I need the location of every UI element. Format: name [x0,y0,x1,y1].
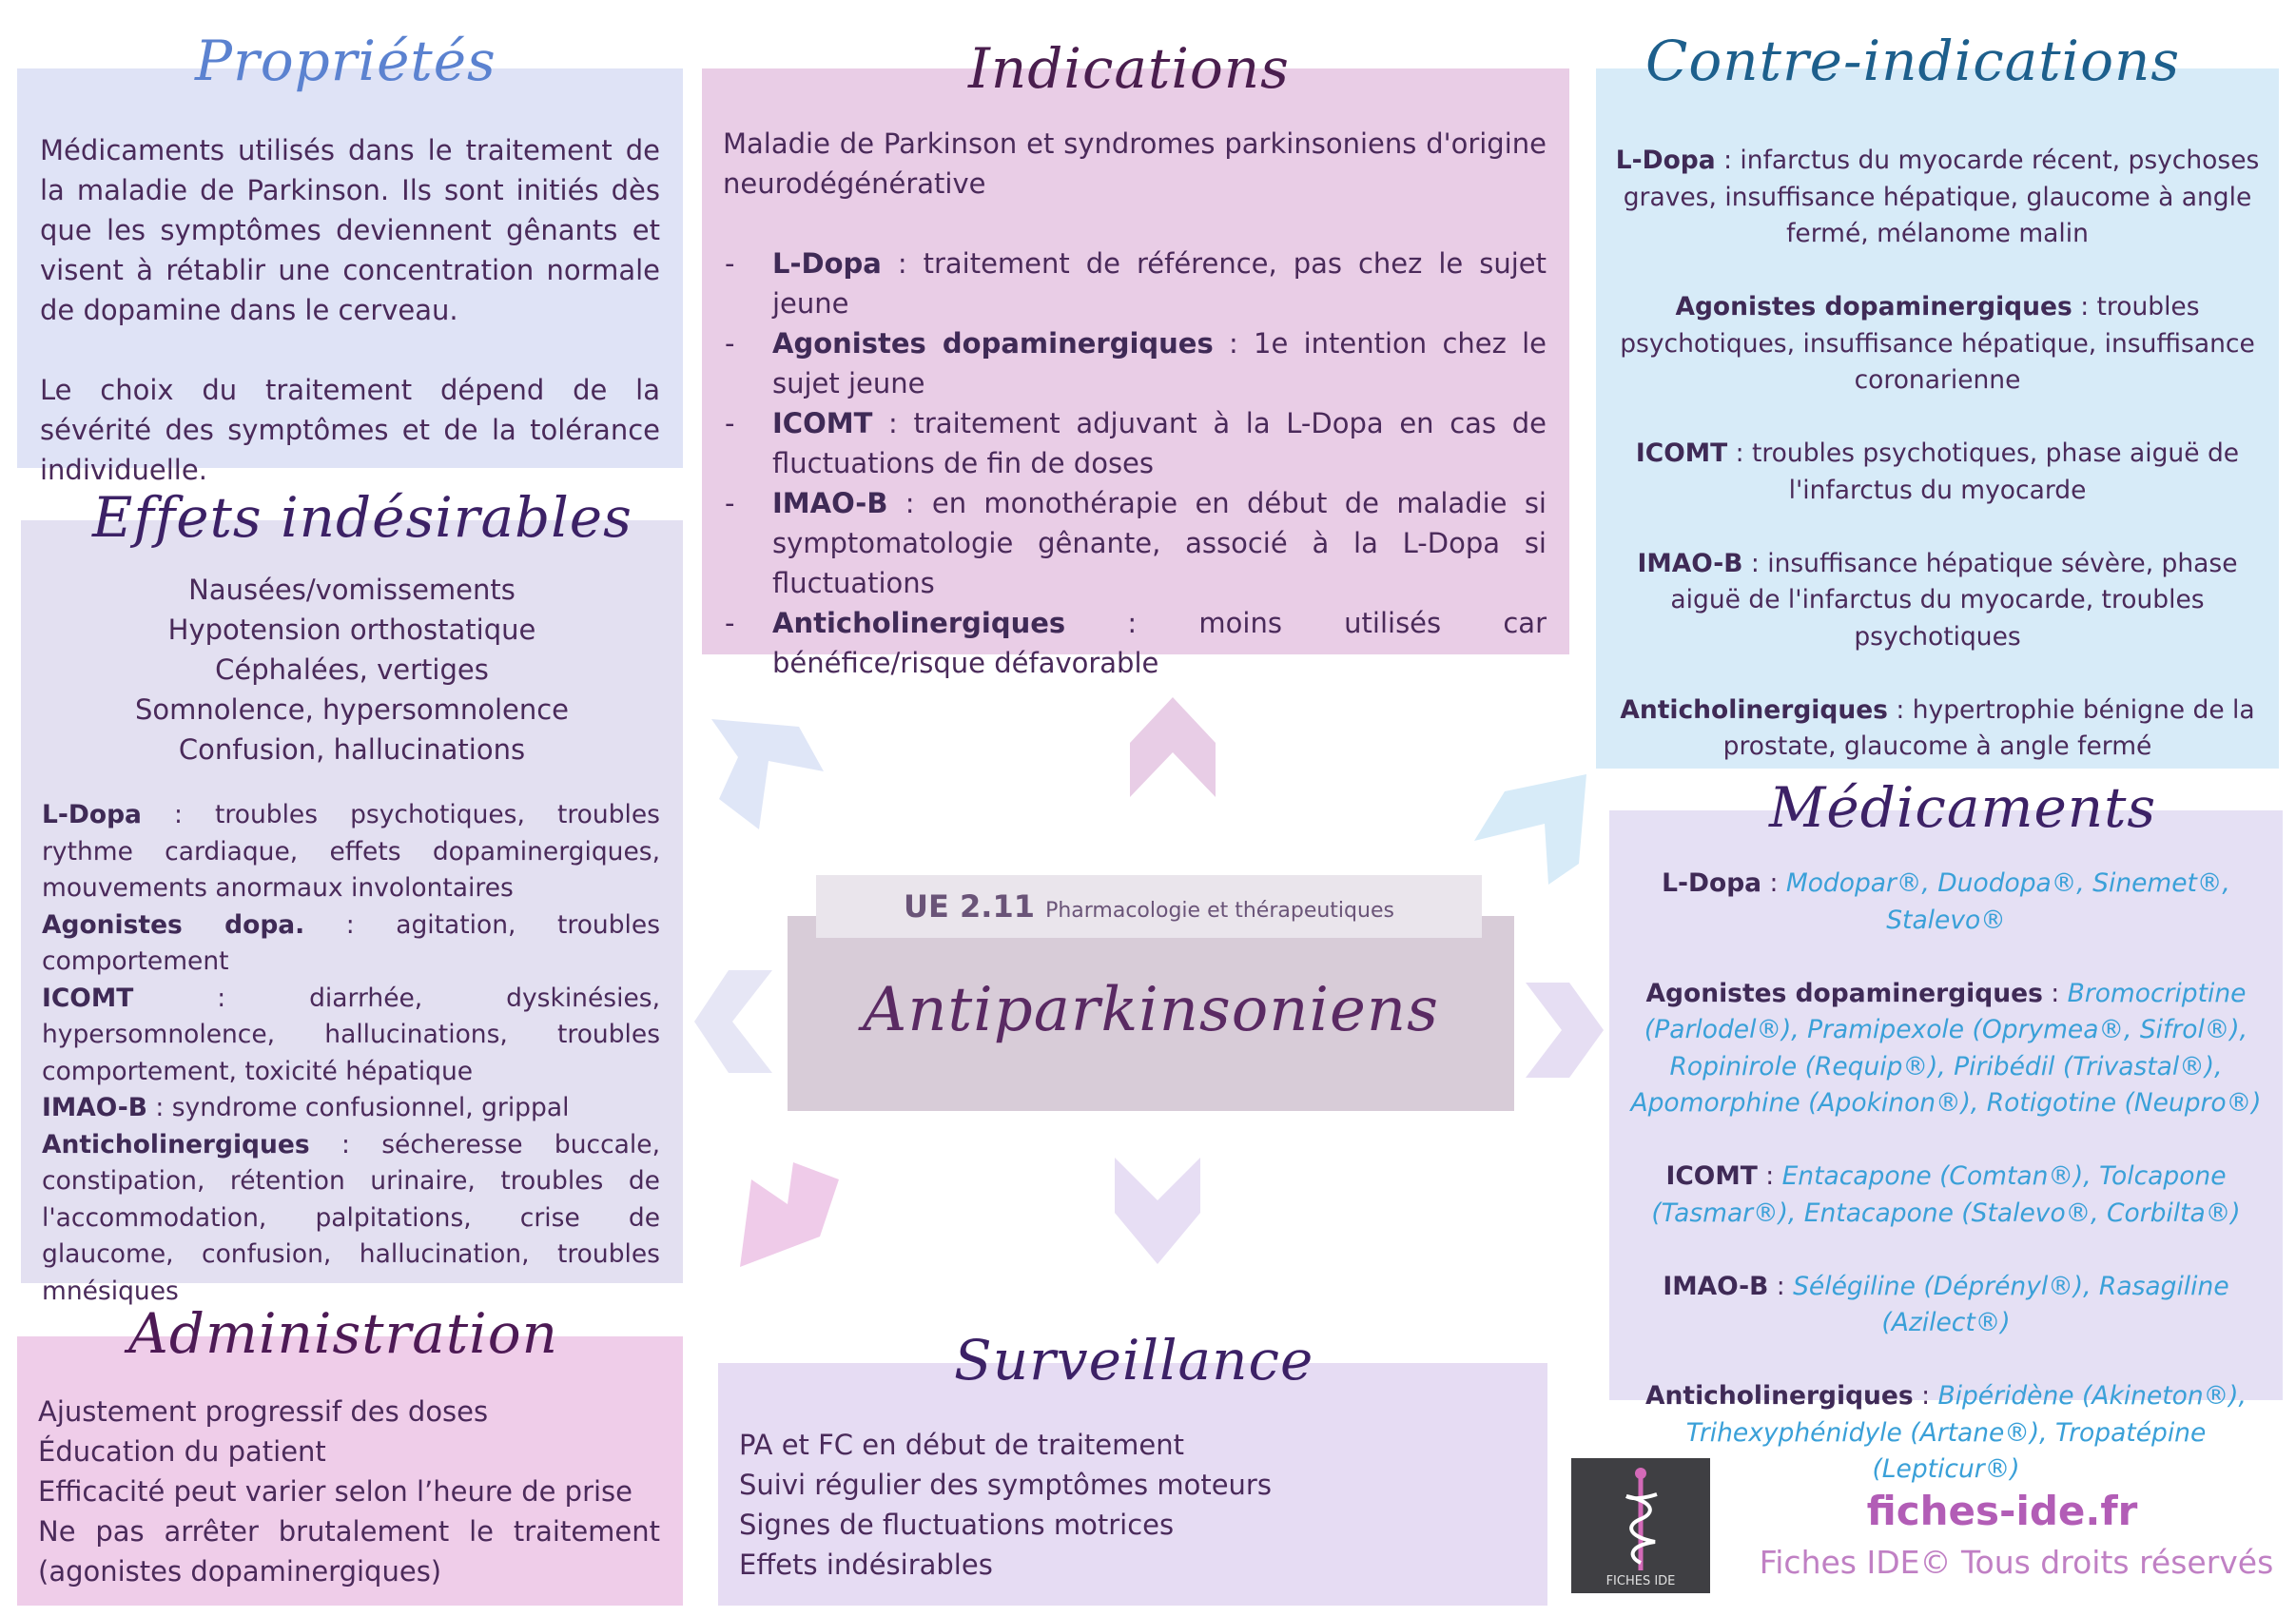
site-name[interactable]: fiches-ide.fr [1866,1488,2138,1534]
drug-class-label: Agonistes dopaminergiques [1645,978,2043,1008]
separator: : [1913,1381,1938,1411]
drug-class-label: ICOMT [42,983,134,1013]
drug-class-label: IMAO-B [1637,548,1743,578]
surveillance-item: Signes de fluctuations motrices [739,1509,1175,1541]
contre-item [1607,436,2267,509]
indication-item [723,403,1547,483]
effet-item [42,1090,660,1127]
effet-item [42,797,660,907]
drug-class-label: L-Dopa [42,800,142,829]
arrow-right-icon [1526,983,1604,1078]
effet-general-item: Confusion, hallucinations [178,733,526,766]
proprietes-p2: Le choix du traitement dépend de la sévérité des symptômes et de la tolérance individuelle. [40,374,660,486]
drug-text: : infarctus du myocarde récent, psychoses graves, insuffisance hépatique, glaucome à angle fermé, mélanome malin [1623,146,2260,248]
drug-names: Modopar®, Duodopa®, Sinemet®, Stalevo® [1785,868,2230,935]
arrow-upright-icon [1474,774,1586,885]
spacer [1621,1232,2271,1269]
surveillance-title: Surveillance [954,1328,1314,1393]
drug-text: : agitation, troubles comportement [42,909,660,976]
effet-general-item: Hypotension orthostatique [167,614,536,646]
separator: : [1768,1271,1794,1301]
indication-item [723,244,1547,323]
drug-class-label: L-Dopa [772,247,882,280]
administration-item: Efficacité peut varier selon l’heure de prise [38,1475,633,1508]
drug-class-label: Anticholinergiques [1645,1381,1914,1411]
drug-text: : moins utilisés car bénéfice/risque défavorable [772,607,1547,679]
drug-class-label: Anticholinergiques [42,1129,310,1159]
administration-item: Éducation du patient [38,1435,326,1468]
drug-class-label: ICOMT [1665,1161,1758,1191]
effet-general-item: Somnolence, hypersomnolence [134,693,570,726]
logo-text: FICHES IDE [1605,1574,1676,1588]
indication-item [723,323,1547,403]
spacer [1607,253,2267,290]
arrow-upleft-icon [711,719,824,829]
drug-text: : troubles psychotiques, phase aiguë de l'infarctus du myocarde [1727,438,2240,505]
effet-item [42,907,660,981]
arrow-up-icon [1130,697,1216,797]
center-ue-band [816,875,1482,938]
spacer [1621,1342,2271,1379]
spacer [1607,399,2267,437]
medicament-item [1621,866,2271,939]
drug-class-label: IMAO-B [772,487,888,519]
surveillance-item: Suivi régulier des symptômes moteurs [739,1469,1272,1501]
effet-item [42,1127,660,1311]
drug-text: : en monothérapie en début de maladie si symptomatologie gênante, associé à la L-Dopa si fluctuations [772,487,1547,599]
drug-names: Bipéridène (Akineton®), Trihexyphénidyle (Artane®), Tropatépine (Lepticur®) [1685,1381,2247,1484]
medicament-item [1621,1159,2271,1232]
administration-title: Administration [128,1301,558,1366]
drug-class-label: L-Dopa [1615,146,1716,175]
medicament-item [1621,1378,2271,1489]
center-title: Antiparkinsoniens [863,975,1439,1045]
drug-text: : syndrome confusionnel, grippal [146,1093,570,1122]
arrow-down-icon [1115,1158,1200,1264]
surveillance-item: Effets indésirables [739,1549,993,1581]
copyright: Fiches IDE© Tous droits réservés [1759,1544,2274,1581]
spacer [1607,655,2267,692]
effet-item [42,981,660,1091]
effets-general [40,570,664,770]
effet-general-item: Céphalées, vertiges [215,653,489,686]
drug-text: : diarrhée, dyskinésies, hypersomnolence, hallucinations, troubles comportement, toxicité hépatique [42,983,660,1086]
effet-general-item: Nausées/vomissements [188,574,516,606]
drug-class-label: Agonistes dopa. [42,909,305,940]
drug-text: : troubles psychotiques, insuffisance hépatique, insuffisance coronarienne [1620,292,2255,395]
ue-code: UE 2.11 [904,888,1035,925]
spacer [1621,1122,2271,1159]
contre-item [1607,289,2267,399]
administration-list [38,1392,660,1591]
indications-body [723,124,1547,683]
proprietes-body [40,130,660,490]
drug-class-label: Anticholinergiques [1620,694,1888,725]
contre-list [1607,143,2267,766]
contre-item [1607,546,2267,656]
arrow-left-icon [694,970,772,1073]
drug-class-label: IMAO-B [42,1093,147,1122]
administration-item: Ajustement progressif des doses [38,1395,489,1428]
surveillance-list [739,1425,1528,1585]
effets-list [42,797,660,1310]
proprietes-p1: Médicaments utilisés dans le traitement de la maladie de Parkinson. Ils sont initiés dès que les symptômes deviennent gênants et visent à rétablir une concentration normale de dopamine dans le cerveau. [40,134,660,326]
drug-class-label: Anticholinergiques [772,607,1066,639]
separator: : [1757,1161,1782,1191]
caduceus-icon [1571,1458,1710,1593]
drug-names: Entacapone (Comtan®), Tolcapone (Tasmar®), Entacapone (Stalevo®, Corbilta®) [1651,1161,2241,1228]
spacer [1621,939,2271,976]
drug-text: : hypertrophie bénigne de la prostate, glaucome à angle fermé [1722,694,2255,761]
drug-text: : traitement de référence, pas chez le sujet jeune [772,247,1547,320]
drug-class-label: ICOMT [772,407,873,439]
drug-names: Bromocriptine (Parlodel®), Pramipexole (Oprymea®, Sifrol®), Ropinirole (Requip®), Piribédil (Trivastal®), Apomorphine (Apokinon®), Rotigotine (Neupro®) [1630,978,2262,1118]
effets-title: Effets indésirables [92,485,632,550]
indications-title: Indications [968,36,1290,101]
drug-text: : sécheresse buccale, constipation, rétention urinaire, troubles de l'accommodation, palpitations, crise de glaucome, confusion, hallucination, troubles mnésiques [42,1129,660,1306]
indication-item [723,483,1547,603]
contre-item [1607,692,2267,766]
indications-list [723,244,1547,683]
surveillance-item: PA et FC en début de traitement [739,1429,1184,1461]
arrow-downleft-icon [740,1162,839,1267]
separator: : [2042,978,2068,1008]
drug-names: Sélégiline (Déprényl®), Rasagiline (Azilect®) [1793,1271,2229,1337]
indications-intro: Maladie de Parkinson et syndromes parkinsoniens d'origine neurodégénérative [723,127,1547,200]
proprietes-title: Propriétés [195,29,496,93]
spacer [1607,509,2267,546]
drug-text: : insuffisance hépatique sévère, phase aiguë de l'infarctus du myocarde, troubles psychotiques [1670,548,2238,652]
contre-title: Contre-indications [1645,29,2181,93]
drug-class-label: Agonistes dopaminergiques [772,327,1214,360]
contre-item [1607,143,2267,253]
drug-class-label: IMAO-B [1663,1271,1769,1301]
drug-text: : traitement adjuvant à la L-Dopa en cas de fluctuations de fin de doses [772,407,1547,479]
drug-text: : 1e intention chez le sujet jeune [772,327,1547,399]
fiches-ide-logo [1571,1458,1710,1593]
ue-subtitle: Pharmacologie et thérapeutiques [1045,899,1394,923]
drug-text: : troubles psychotiques, troubles rythme cardiaque, effets dopaminergiques, mouvements anormaux involontaires [42,800,660,903]
drug-class-label: ICOMT [1635,438,1728,468]
indication-item [723,603,1547,683]
medicaments-title: Médicaments [1769,775,2157,840]
drug-class-label: Agonistes dopaminergiques [1675,292,2072,321]
medicaments-list [1621,866,2271,1489]
separator: : [1761,868,1786,898]
drug-class-label: L-Dopa [1662,868,1762,898]
administration-item: Ne pas arrêter brutalement le traitement (agonistes dopaminergiques) [38,1515,660,1588]
medicament-item [1621,976,2271,1122]
medicament-item [1621,1269,2271,1342]
